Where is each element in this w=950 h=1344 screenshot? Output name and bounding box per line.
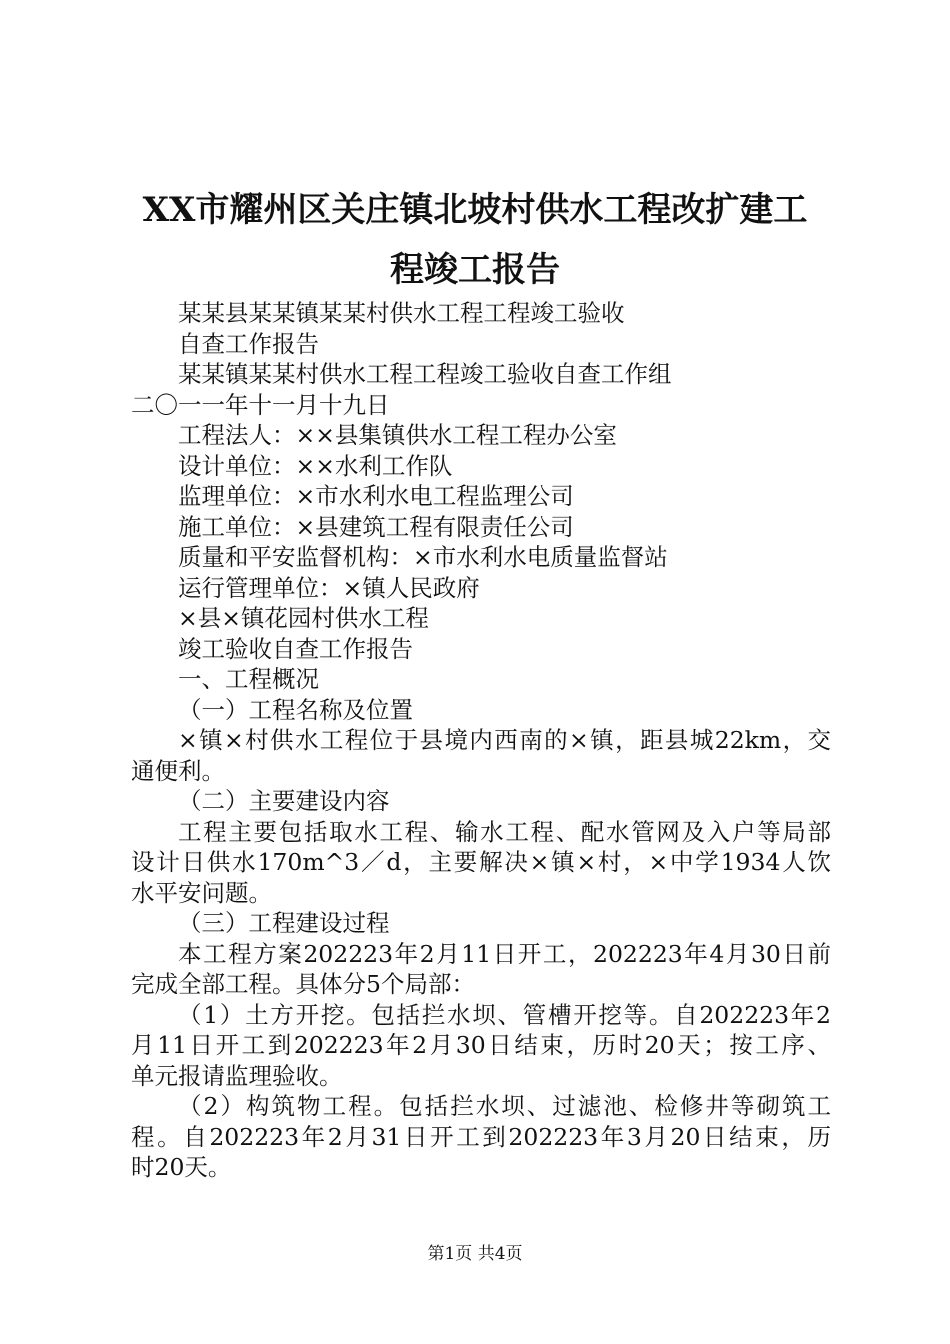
body-line: 通便利。 (131, 756, 225, 785)
section-heading: 一、工程概况 (178, 665, 319, 693)
body-line: 月11日开工到202223年2月30日结束，历时20天；按工序、 (131, 1031, 831, 1059)
body-line: （2）构筑物工程。包括拦水坝、过滤池、检修井等砌筑工 (178, 1092, 831, 1120)
body-line: 程。自202223年2月31日开工到202223年3月20日结束，历 (131, 1122, 831, 1151)
subsection-heading: （二）主要建设内容 (178, 787, 390, 815)
body-line: 设计日供水170m^3／d，主要解决×镇×村，×中学1934人饮 (131, 848, 831, 876)
body-line: 质量和平安监督机构：×市水利水电质量监督站 (178, 543, 668, 571)
body-line: 监理单位：×市水利水电工程监理公司 (178, 482, 574, 510)
body-line: ×县×镇花园村供水工程 (178, 604, 429, 632)
body-line: 设计单位：××水利工作队 (178, 451, 453, 480)
body-line: 本工程方案202223年2月11日开工，202223年4月30日前 (178, 939, 831, 968)
body-line: 时20天。 (131, 1153, 232, 1181)
body-line: 水平安问题。 (131, 878, 272, 907)
document-body (131, 298, 831, 1183)
body-line: （1）土方开挖。包括拦水坝、管槽开挖等。自202223年2 (178, 1000, 831, 1029)
body-line: 运行管理单位：×镇人民政府 (178, 573, 480, 602)
body-line: 竣工验收自查工作报告 (178, 634, 413, 663)
body-line: 工程主要包括取水工程、输水工程、配水管网及入户等局部 (178, 817, 831, 846)
body-line: 施工单位：×县建筑工程有限责任公司 (178, 512, 574, 541)
body-line: 完成全部工程。具体分5个局部： (131, 970, 475, 998)
body-line: 某某镇某某村供水工程工程竣工验收自查工作组 (178, 360, 672, 388)
body-line: 工程法人：××县集镇供水工程工程办公室 (178, 421, 617, 449)
body-line: 单元报请监理验收。 (131, 1061, 343, 1090)
document-title-line-1: XX市耀州区关庄镇北坡村供水工程改扩建工 (142, 190, 808, 230)
body-line: 二〇一一年十一月十九日 (131, 390, 390, 419)
body-line: 自查工作报告 (178, 329, 319, 358)
subsection-heading: （一）工程名称及位置 (178, 695, 413, 724)
document-title-line-2: 程竣工报告 (390, 250, 560, 290)
page-footer: 第1页 共4页 (427, 1244, 523, 1264)
subsection-heading: （三）工程建设过程 (178, 909, 390, 937)
body-line: ×镇×村供水工程位于县境内西南的×镇，距县城22km，交 (178, 726, 831, 754)
body-line: 某某县某某镇某某村供水工程工程竣工验收 (178, 299, 625, 327)
